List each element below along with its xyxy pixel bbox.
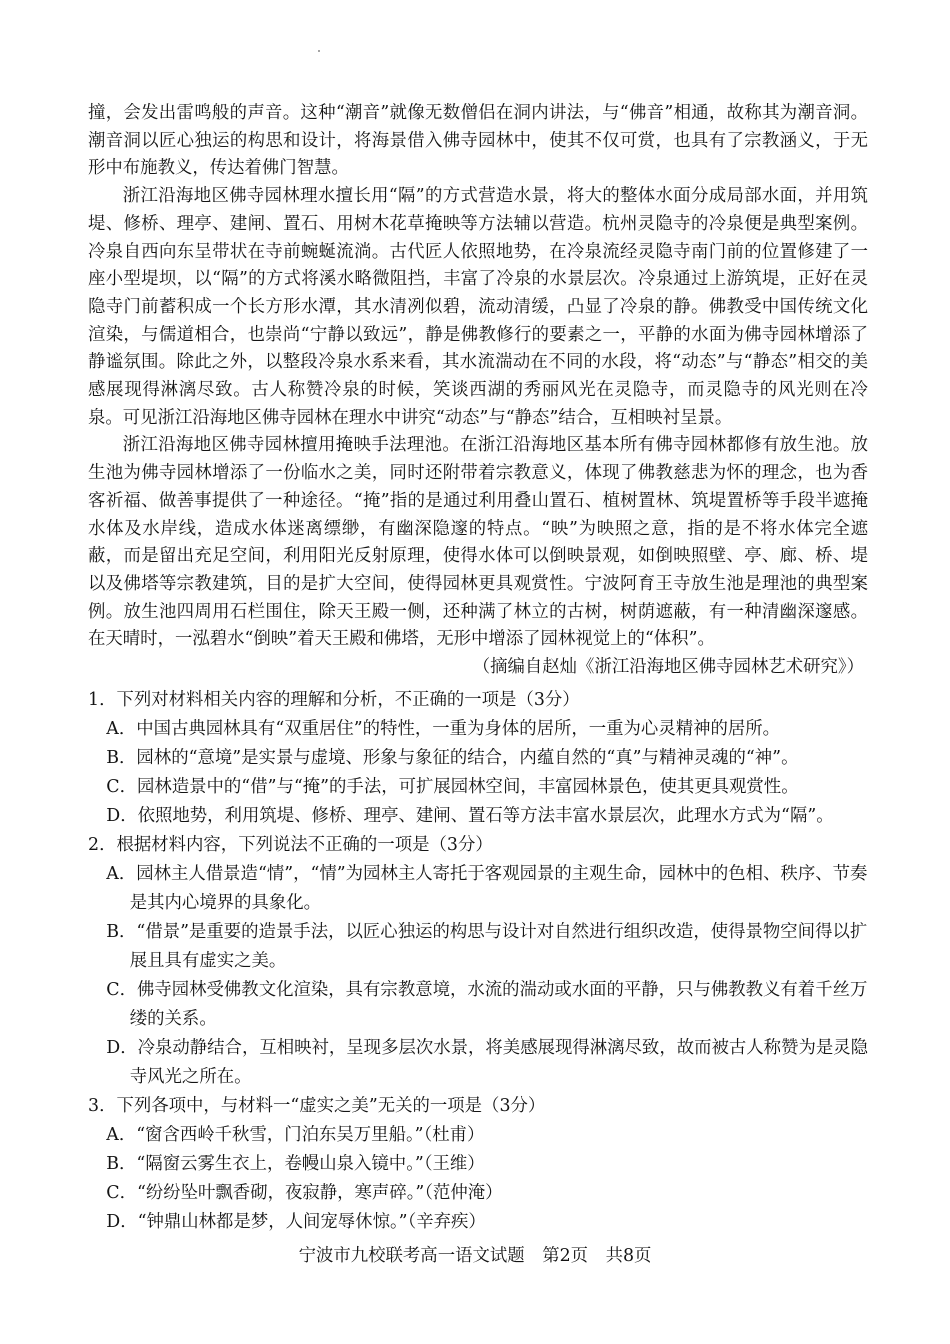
exam-title: 宁波市九校联考高一语文试题 — [298, 1246, 525, 1266]
question-stem: 2．根据材料内容，下列说法不正确的一项是（3分） — [88, 834, 493, 855]
option-d: D．冷泉动静结合，互相映衬，呈现多层次水景，将美感展现得淋漓尽致，故而被古人称赞为是灵隐寺风光之所在。 — [106, 1037, 869, 1087]
option-d: D．依照地势，利用筑堤、修桥、理亭、建闸、置石等方法丰富水景层次，此理水方式为“隔”。 — [106, 805, 834, 826]
passage-paragraph-1: 撞，会发出雷鸣般的声音。这种“潮音”就像无数僧侣在洞内讲法，与“佛音”相通，故称其为潮音洞。潮音洞以匠心独运的构思和设计，将海景借入佛寺园林中，使其不仅可赏，也具有了宗教涵义，于无形中布施教义，传达着佛门智慧。 — [88, 103, 868, 179]
question-list — [88, 686, 868, 1237]
passage-paragraph-3: 浙江沿海地区佛寺园林擅用掩映手法理池。在浙江沿海地区基本所有佛寺园林都修有放生池。放生池为佛寺园林增添了一份临水之美，同时还附带着宗教意义，体现了佛教慈悲为怀的理念，也为香客祈福、做善事提供了一种途径。“掩”指的是通过利用叠山置石、植树置林、筑堤置桥等手段半遮掩水体及水岸线，造成水体迷离缥缈，有幽深隐邃的特点。“映”为映照之意，指的是不将水体完全遮蔽，而是留出充足空间，利用阳光反射原理，使得水体可以倒映景观，如倒映照壁、亭、廊、桥、堤以及佛塔等宗教建筑，目的是扩大空间，使得园林更具观赏性。宁波阿育王寺放生池是理池的典型案例。放生池四周用石栏围住，除天王殿一侧，还种满了林立的古树，树荫遮蔽，有一种清幽深邃感。在天晴时，一泓碧水“倒映”着天王殿和佛塔，无形中增添了园林视觉上的“体积”。 — [88, 435, 868, 650]
question-stem: 1．下列对材料相关内容的理解和分析，不正确的一项是（3分） — [88, 689, 580, 710]
page-number: 第2页 — [542, 1246, 589, 1266]
option-a: A．“窗含西岭千秋雪，门泊东吴万里船。”（杜甫） — [106, 1124, 485, 1145]
passage-paragraph-2: 浙江沿海地区佛寺园林理水擅长用“隔”的方式营造水景，将大的整体水面分成局部水面，并用筑堤、修桥、理亭、建闸、置石、用树木花草掩映等方法辅以营造。杭州灵隐寺的冷泉便是典型案例。冷泉自西向东呈带状在寺前蜿蜒流淌。古代匠人依照地势，在冷泉流经灵隐寺南门前的位置修建了一座小型堤坝，以“隔”的方式将溪水略微阻挡，丰富了冷泉的水景层次。冷泉通过上游筑堤，正好在灵隐寺门前蓄积成一个长方形水潭，其水清冽似碧，流动清缓，凸显了冷泉的静。佛教受中国传统文化渲染，与儒道相合，也崇尚“宁静以致远”，静是佛教修行的要素之一，平静的水面为佛寺园林增添了静谧氛围。除此之外，以整段冷泉水系来看，其水流湍动在不同的水段，将“动态”与“静态”相交的美感展现得淋漓尽致。古人称赞冷泉的时候，笑谈西湖的秀丽风光在灵隐寺，而灵隐寺的风光则在冷泉。可见浙江沿海地区佛寺园林在理水中讲究“动态”与“静态”结合，互相映衬呈景。 — [88, 186, 868, 428]
option-c: C．佛寺园林受佛教文化渲染，具有宗教意境，水流的湍动或水面的平静，只与佛教教义有着千丝万缕的关系。 — [106, 979, 868, 1029]
option-c: C．“纷纷坠叶飘香砌，夜寂静，寒声碎。”（范仲淹） — [106, 1182, 503, 1203]
reading-passage — [88, 100, 868, 682]
option-b: B．园林的“意境”是实景与虚境、形象与象征的结合，内蕴自然的“真”与精神灵魂的“神”。 — [106, 747, 799, 768]
question-stem: 3．下列各项中，与材料一“虚实之美”无关的一项是（3分） — [88, 1095, 546, 1116]
option-d: D．“钟鼎山林都是梦，人间宠辱休惊。”（辛弃疾） — [106, 1211, 486, 1232]
option-b: B．“隔窗云雾生衣上，卷幔山泉入镜中。”（王维） — [106, 1153, 485, 1174]
question-1 — [88, 686, 868, 831]
question-2 — [88, 831, 868, 1092]
passage-source: （摘编自赵灿《浙江沿海地区佛寺园林艺术研究》） — [472, 657, 864, 678]
question-3 — [88, 1092, 868, 1237]
option-a: A．中国古典园林具有“双重居住”的特性，一重为身体的居所，一重为心灵精神的居所。 — [106, 718, 781, 739]
page-total: 共8页 — [605, 1246, 652, 1266]
option-a: A．园林主人借景造“情”，“情”为园林主人寄托于客观园景的主观生命，园林中的色相、秩序、节奏是其内心境界的具象化。 — [106, 863, 868, 913]
page-footer — [0, 1241, 950, 1266]
scan-speck — [318, 50, 320, 52]
option-c: C．园林造景中的“借”与“掩”的手法，可扩展园林空间，丰富园林景色，使其更具观赏性。 — [106, 776, 799, 797]
option-b: B．“借景”是重要的造景手法，以匠心独运的构思与设计对自然进行组织改造，使得景物空间得以扩展且具有虚实之美。 — [106, 921, 868, 971]
